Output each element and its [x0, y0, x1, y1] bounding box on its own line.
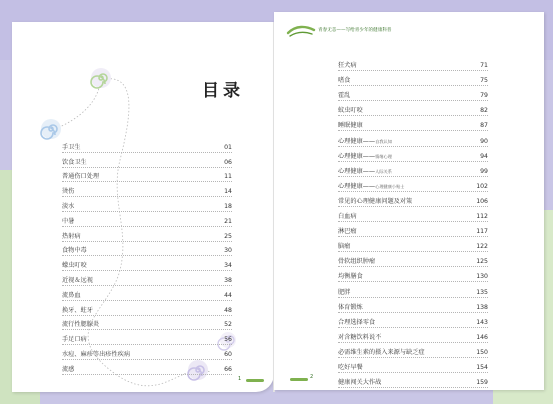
- toc-entry-label: [62, 260, 87, 270]
- toc-entry-page: 79: [480, 92, 488, 100]
- footer-bar-right: [290, 378, 308, 381]
- toc-entry-label: [62, 290, 81, 300]
- toc-entry-page: 102: [476, 182, 488, 190]
- toc-entry-page: 159: [476, 379, 488, 387]
- toc-entry-title: 热射病: [62, 232, 81, 240]
- toc-entry[interactable]: [338, 147, 488, 162]
- toc-entry[interactable]: [338, 222, 488, 237]
- toc-entry-label: [338, 271, 363, 281]
- page-number-left: 1: [238, 376, 242, 382]
- toc-entry[interactable]: [338, 298, 488, 313]
- toc-entry-label: [338, 377, 381, 387]
- toc-entry[interactable]: [62, 330, 232, 345]
- toc-entry[interactable]: [62, 212, 232, 227]
- toc-entry-page: 75: [480, 77, 488, 85]
- toc-entry-page: 56: [224, 336, 232, 344]
- toc-entry-title: 蠓虫叮咬: [62, 262, 87, 270]
- swirl-icon: [91, 68, 111, 88]
- toc-entry[interactable]: [62, 286, 232, 301]
- toc-entry-page: 138: [476, 303, 488, 311]
- toc-entry-title: 流感: [62, 365, 75, 373]
- book-logo-icon: [288, 27, 314, 36]
- toc-entry-page: 25: [224, 232, 232, 240]
- toc-entry-page: 130: [476, 273, 488, 281]
- toc-entry-label: [338, 105, 363, 115]
- toc-entry-title: 合理选择零食: [338, 318, 376, 326]
- toc-entry[interactable]: [338, 71, 488, 86]
- toc-entry-page: 60: [224, 350, 232, 358]
- toc-entry[interactable]: [62, 168, 232, 183]
- toc-entry-label: [338, 347, 425, 357]
- toc-entry-title: 吃好早餐: [338, 363, 363, 371]
- toc-entry[interactable]: [62, 153, 232, 168]
- toc-entry-page: 106: [476, 197, 488, 205]
- toc-entry-title: 淋巴瘤: [338, 228, 357, 236]
- toc-entry[interactable]: [338, 56, 488, 71]
- toc-entry-title: 心理健康——: [338, 182, 376, 190]
- toc-entry[interactable]: [338, 86, 488, 101]
- toc-entry-label: [338, 317, 375, 327]
- toc-entry-title: 常见的心理健康问题及对策: [338, 197, 413, 205]
- toc-entry-label: [62, 319, 99, 329]
- toc-entry-title: 中暑: [62, 217, 75, 225]
- toc-entry-label: [62, 364, 74, 374]
- toc-entry-label: [338, 181, 404, 191]
- toc-entry[interactable]: [338, 252, 488, 267]
- toc-entry-title: 狂犬病: [338, 62, 357, 70]
- toc-entry-label: [338, 241, 350, 251]
- toc-entry-title: 体育锻炼: [338, 303, 363, 311]
- toc-entry[interactable]: [62, 301, 232, 316]
- toc-entry[interactable]: [338, 358, 488, 373]
- toc-entry-page: 150: [476, 348, 488, 356]
- toc-entry-page: 44: [224, 291, 232, 299]
- toc-entry[interactable]: [338, 101, 488, 116]
- toc-entry-title: 必需维生素的摄入来源与缺乏症: [338, 348, 425, 356]
- toc-entry-subtitle: 心理健康小贴士: [375, 183, 405, 189]
- toc-entry-page: 94: [480, 152, 488, 160]
- toc-entry-page: 38: [224, 276, 232, 284]
- toc-entry-page: 154: [476, 363, 488, 371]
- toc-entry-title: 蚊虫叮咬: [338, 107, 363, 115]
- toc-entry-subtitle: 情绪心理: [375, 153, 392, 159]
- toc-entry-label: [338, 302, 363, 312]
- toc-entry[interactable]: [338, 207, 488, 222]
- toc-entry-title: 流行性腮腺炎: [62, 321, 100, 329]
- toc-entry-page: 112: [476, 213, 488, 221]
- toc-entry-title: 白血病: [338, 213, 357, 221]
- toc-entry-label: [338, 287, 350, 297]
- toc-entry[interactable]: [62, 138, 232, 153]
- toc-entry[interactable]: [338, 162, 488, 177]
- toc-entry-page: 66: [224, 365, 232, 373]
- toc-entry-title: 心理健康——: [338, 152, 376, 160]
- toc-entry[interactable]: [62, 227, 232, 242]
- toc-entry-label: [338, 75, 350, 85]
- toc-entry[interactable]: [338, 192, 488, 207]
- toc-entry-label: [338, 166, 392, 176]
- toc-entry-page: 99: [480, 167, 488, 175]
- toc-entry-title: 健康闯关大作战: [338, 379, 382, 387]
- toc-entry-title: 嗜食: [338, 77, 351, 85]
- toc-entry[interactable]: [338, 116, 488, 131]
- toc-entry-label: [62, 201, 74, 211]
- toc-entry[interactable]: [338, 237, 488, 252]
- toc-entry-title: 换牙、蛀牙: [62, 306, 93, 314]
- toc-entry-label: [338, 60, 357, 70]
- toc-entry-label: [62, 245, 87, 255]
- toc-entry-title: 普通伤口处理: [62, 173, 100, 181]
- toc-entry[interactable]: [62, 256, 232, 271]
- toc-entry[interactable]: [62, 182, 232, 197]
- toc-entry-label: [62, 186, 74, 196]
- toc-entry-label: [338, 90, 350, 100]
- toc-entry-page: 146: [476, 333, 488, 341]
- toc-entry[interactable]: [338, 131, 488, 146]
- toc-entry[interactable]: [62, 197, 232, 212]
- toc-entry-page: 87: [480, 122, 488, 130]
- toc-entry-title: 心理健康——: [338, 137, 376, 145]
- toc-entry-page: 52: [224, 321, 232, 329]
- toc-entry-title: 近视＆远视: [62, 276, 93, 284]
- toc-entry-page: 21: [224, 217, 232, 225]
- toc-entry-page: 11: [224, 173, 232, 181]
- toc-entry-label: [62, 349, 130, 359]
- toc-entry-label: [62, 275, 93, 285]
- page-title: 目录: [202, 81, 244, 101]
- swirl-icon: [41, 119, 61, 139]
- toc-entry-label: [338, 226, 357, 236]
- toc-entry-subtitle: 人际关系: [375, 168, 392, 174]
- toc-entry-label: [62, 305, 93, 315]
- toc-entry-title: 睡眠健康: [338, 122, 363, 130]
- toc-entry-title: 食物中毒: [62, 247, 87, 255]
- toc-entry-title: 均衡膳食: [338, 273, 363, 281]
- toc-entry[interactable]: [62, 360, 232, 375]
- toc-entry[interactable]: [62, 242, 232, 257]
- toc-entry-label: [338, 256, 375, 266]
- toc-entry-label: [62, 231, 81, 241]
- toc-entry-title: 对含糖饮料说不: [338, 333, 382, 341]
- toc-entry-title: 淡水: [62, 202, 75, 210]
- toc-entry-title: 饮食卫生: [62, 158, 87, 166]
- toc-entry-page: 14: [224, 188, 232, 196]
- toc-entry-label: [338, 151, 392, 161]
- toc-entry-page: 06: [224, 158, 232, 166]
- toc-left: [62, 138, 232, 375]
- toc-entry-page: 90: [480, 137, 488, 145]
- toc-entry[interactable]: [338, 373, 488, 388]
- toc-entry-page: 143: [476, 318, 488, 326]
- toc-entry-page: 117: [476, 228, 488, 236]
- toc-entry-page: 30: [224, 247, 232, 255]
- toc-entry-page: 125: [476, 258, 488, 266]
- toc-entry-label: [62, 216, 74, 226]
- toc-entry-title: 肥胖: [338, 288, 351, 296]
- toc-entry-label: [62, 157, 87, 167]
- toc-entry[interactable]: [338, 267, 488, 282]
- toc-entry-label: [62, 142, 81, 152]
- toc-entry-page: 01: [224, 143, 232, 151]
- toc-entry-label: [62, 334, 87, 344]
- toc-entry-page: 18: [224, 202, 232, 210]
- toc-entry-label: [338, 211, 357, 221]
- toc-entry-title: 骨软组织肿瘤: [338, 258, 376, 266]
- toc-entry-label: [338, 362, 363, 372]
- toc-entry-title: 霍乱: [338, 92, 351, 100]
- toc-entry-page: 122: [476, 243, 488, 251]
- toc-entry-title: 心理健康——: [338, 167, 376, 175]
- toc-entry-page: 82: [480, 107, 488, 115]
- toc-entry-page: 135: [476, 288, 488, 296]
- toc-entry-title: 烫伤: [62, 188, 75, 196]
- toc-entry[interactable]: [62, 345, 232, 360]
- toc-entry-page: 48: [224, 306, 232, 314]
- toc-entry-title: 手足口病: [62, 336, 87, 344]
- toc-entry-label: [338, 332, 381, 342]
- toc-entry-title: 水痘、麻疹等出疹性疾病: [62, 350, 131, 358]
- toc-right: [338, 56, 488, 388]
- toc-entry[interactable]: [62, 316, 232, 331]
- toc-entry[interactable]: [338, 343, 488, 358]
- toc-entry-label: [338, 136, 392, 146]
- toc-entry-subtitle: 自我认知: [375, 138, 392, 144]
- toc-entry[interactable]: [338, 328, 488, 343]
- toc-entry-page: 34: [224, 262, 232, 270]
- toc-entry[interactable]: [338, 313, 488, 328]
- toc-entry-label: [338, 196, 412, 206]
- toc-entry-label: [62, 171, 99, 181]
- toc-entry-page: 71: [480, 62, 488, 70]
- toc-entry[interactable]: [62, 271, 232, 286]
- toc-entry[interactable]: [338, 177, 488, 192]
- toc-entry-title: 脑瘤: [338, 243, 351, 251]
- page-number-right: 2: [310, 374, 314, 380]
- toc-entry-title: 手卫生: [62, 143, 81, 151]
- footer-bar-left: [246, 379, 264, 382]
- toc-entry-label: [338, 120, 363, 130]
- toc-entry[interactable]: [338, 282, 488, 297]
- toc-entry-title: 流鼻血: [62, 291, 81, 299]
- book-header: 青春无恙——写给青少年的健康科普: [318, 28, 392, 33]
